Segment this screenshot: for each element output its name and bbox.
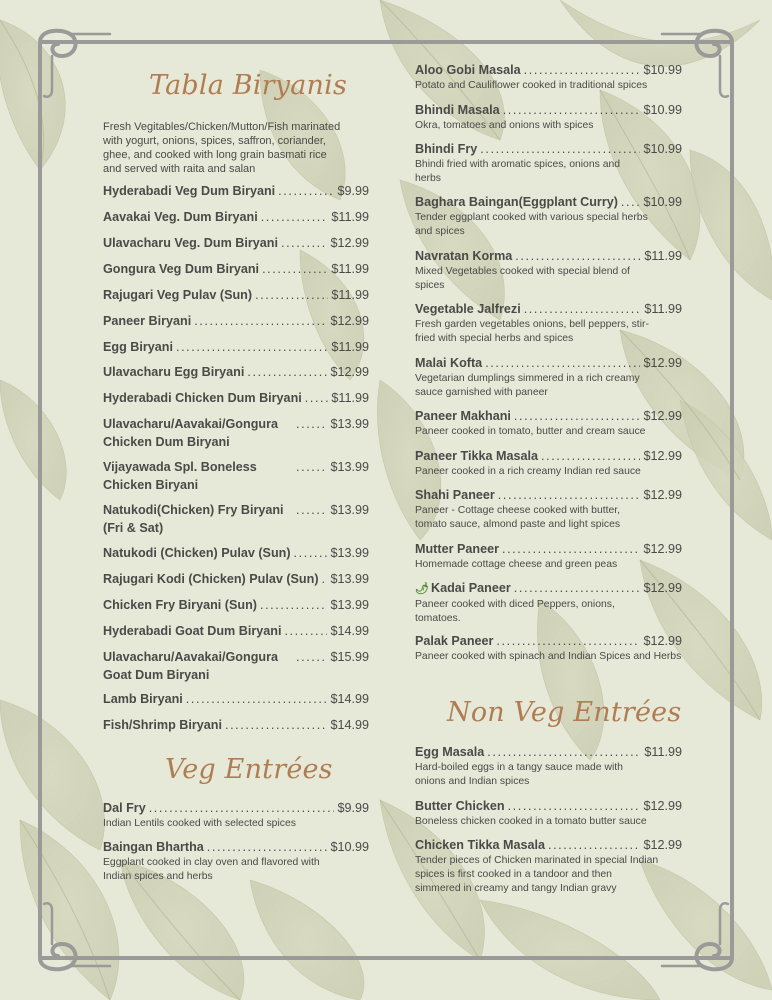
menu-item: Shahi Paneer ..... $12.99 Paneer - Cottage cheese cooked with butter, tomato sauce, almond paste and light spices [415,486,682,532]
menu-item: Rajugari Veg Pulav (Sun) ..... $11.99 [103,286,369,304]
section-title-non-veg-entrees: Non Veg Entrées [447,697,682,728]
menu-item: Aavakai Veg. Dum Biryani ..... $11.99 [103,208,369,226]
menu-item: Baghara Baingan(Eggplant Curry) ..... $10.99 Tender eggplant cooked with various special herbs and spices [415,193,682,239]
menu-item: Mutter Paneer ..... $12.99 Homemade cottage cheese and green peas [415,540,682,572]
menu-item: Chicken Tikka Masala ..... $12.99 Tender pieces of Chicken marinated in special Indian spices is first cooked in a tandoor and then simmered in creamy and tangy Indian gravy [415,836,682,896]
biryani-intro: Fresh Vegitables/Chicken/Mutton/Fish marinated with yogurt, onions, spices, saffron, coriander, ghee, and cooked with long grain basmati rice and served with raita and salan [103,121,341,175]
menu-item: Egg Masala ..... $11.99 Hard-boiled eggs in a tangy sauce made with onions and Indian spices [415,743,682,789]
menu-item: Bhindi Masala ..... $10.99 Okra, tomatoes and onions with spices [415,101,682,133]
menu-item: Paneer Tikka Masala ..... $12.99 Paneer cooked in a rich creamy Indian red sauce [415,447,682,479]
menu-item: Fish/Shrimp Biryani ..... $14.99 [103,716,369,734]
menu-item: Egg Biryani ..... $11.99 [103,338,369,356]
menu-item: Ulavacharu Veg. Dum Biryani ..... $12.99 [103,234,369,252]
menu-item: Hyderabadi Goat Dum Biryani ..... $14.99 [103,622,369,640]
menu-item: Vijayawada Spl. Boneless Chicken Biryani ..... $13.99 [103,458,369,494]
menu-item: Butter Chicken ..... $12.99 Boneless chicken cooked in a tomato butter sauce [415,797,682,829]
section-title-veg-entrees: Veg Entrées [165,754,333,785]
menu-item: 🌶︎ Kadai Paneer ..... $12.99 Paneer cooked with diced Peppers, onions, tomatoes. [415,579,682,626]
menu-item: Malai Kofta ..... $12.99 Vegetarian dumplings simmered in a rich creamy sauce garnished with paneer [415,354,682,400]
menu-item: Baingan Bhartha ..... $10.99 Eggplant cooked in clay oven and flavored with Indian spices and herbs [103,838,369,884]
menu-item: Natukodi(Chicken) Fry Biryani (Fri & Sat) ..... $13.99 [103,501,369,537]
menu-item: Chicken Fry Biryani (Sun) ..... $13.99 [103,596,369,614]
menu-item: Rajugari Kodi (Chicken) Pulav (Sun) ..... $13.99 [103,570,369,588]
menu-item: Natukodi (Chicken) Pulav (Sun) ..... $13.99 [103,544,369,562]
menu-item: Ulavacharu/Aavakai/Gongura Goat Dum Biryani ..... $15.99 [103,648,369,684]
menu-item: Lamb Biryani ..... $14.99 [103,690,369,708]
menu-item: Gongura Veg Dum Biryani ..... $11.99 [103,260,369,278]
menu-item: Paneer Makhani ..... $12.99 Paneer cooked in tomato, butter and cream sauce [415,407,682,439]
menu-item: Palak Paneer ..... $12.99 Paneer cooked with spinach and Indian Spices and Herbs [415,632,682,664]
menu-item: Hyderabadi Veg Dum Biryani ..... $9.99 [103,182,369,200]
menu-item: Aloo Gobi Masala ..... $10.99 Potato and Cauliflower cooked in traditional spices [415,61,682,93]
menu-item: Bhindi Fry ..... $10.99 Bhindi fried with aromatic spices, onions and herbs [415,140,682,186]
menu-item: Ulavacharu/Aavakai/Gongura Chicken Dum Biryani ..... $13.99 [103,415,369,451]
menu-item: Dal Fry ..... $9.99 Indian Lentils cooked with selected spices [103,799,369,831]
chili-icon: 🌶︎ [415,583,429,595]
menu-item: Ulavacharu Egg Biryani ..... $12.99 [103,363,369,381]
menu-item: Vegetable Jalfrezi ..... $11.99 Fresh garden vegetables onions, bell peppers, stir-fried with special herbs and spices [415,300,682,346]
menu-item: Navratan Korma ..... $11.99 Mixed Vegetables cooked with special blend of spices [415,247,682,293]
menu-item: Hyderabadi Chicken Dum Biryani ..... $11.99 [103,389,369,407]
section-title-tabla-biryanis: Tabla Biryanis [149,70,348,101]
menu-item: Paneer Biryani ..... $12.99 [103,312,369,330]
